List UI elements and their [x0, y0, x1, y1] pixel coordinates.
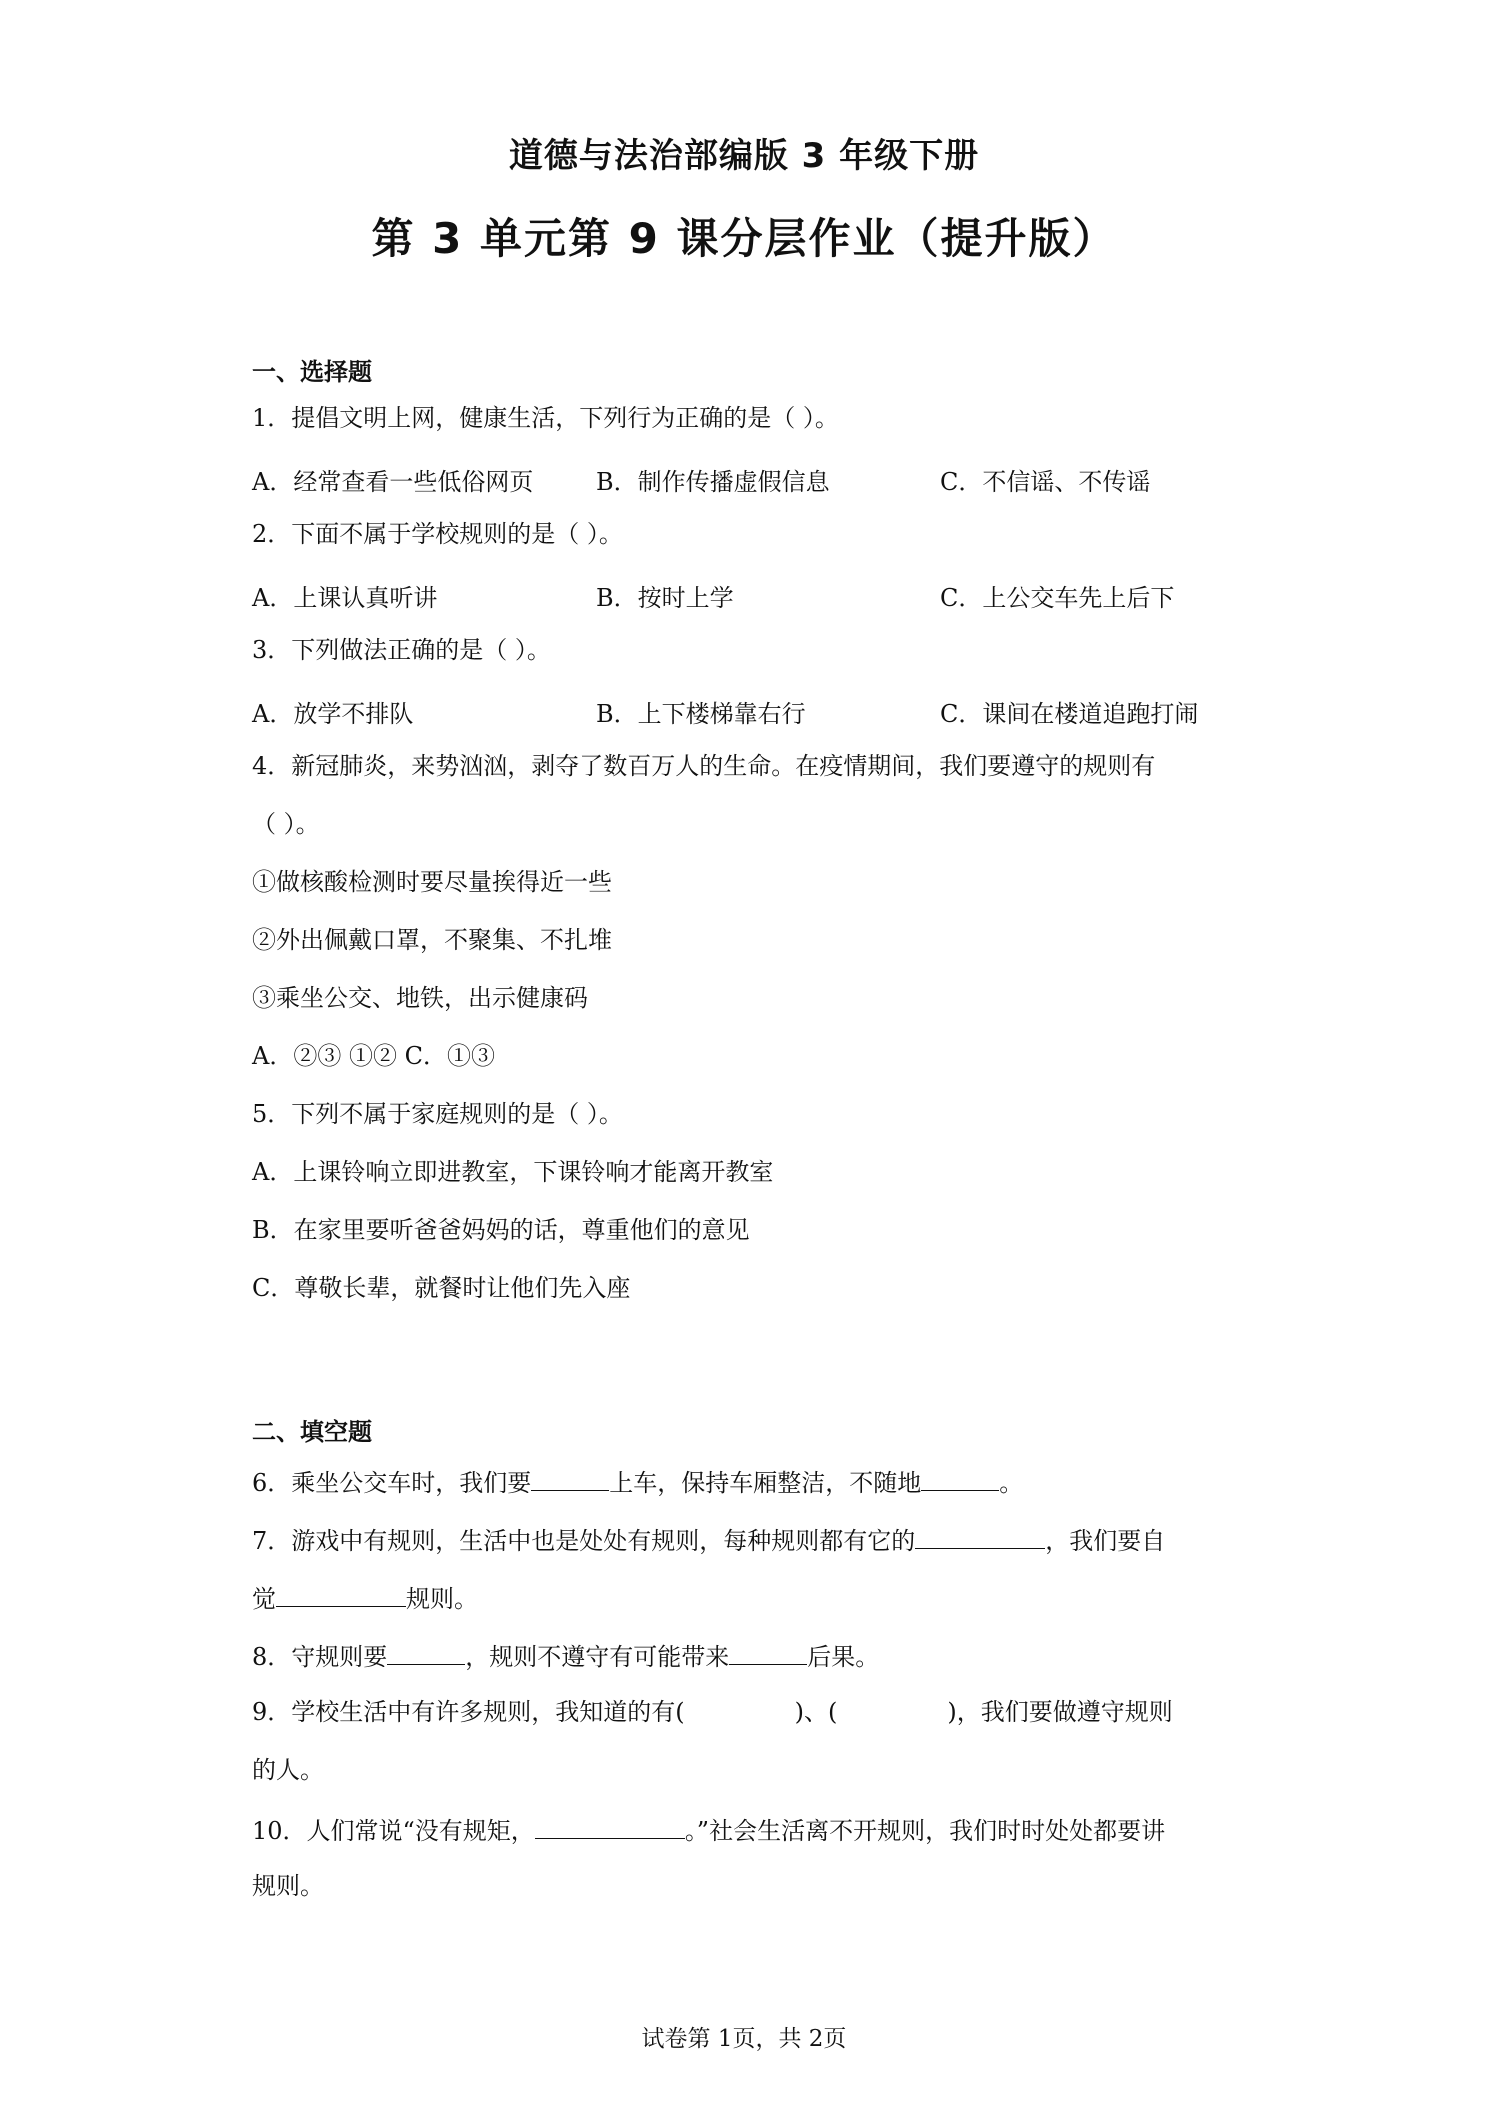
- option-a: A．放学不排队: [252, 700, 414, 728]
- answer-blank[interactable]: [921, 1466, 999, 1491]
- option-a: A．经常查看一些低俗网页: [252, 468, 534, 496]
- option-b: B．制作传播虚假信息: [596, 468, 830, 496]
- question-4-item-1: ①做核酸检测时要尽量挨得近一些: [252, 868, 612, 896]
- document-title: 道德与法治部编版 3 年级下册: [508, 136, 980, 176]
- section-heading-fill-blank: 二、填空题: [252, 1418, 372, 1446]
- question-10-part2: 。”社会生活离不开规则，我们时时处处都要讲: [684, 1817, 1166, 1845]
- option-c: C．上公交车先上后下: [940, 584, 1175, 612]
- document-subtitle: 第 3 单元第 9 课分层作业（提升版）: [371, 214, 1117, 263]
- option-b: B．按时上学: [596, 584, 734, 612]
- question-5-option-c: C．尊敬长辈，就餐时让他们先入座: [252, 1274, 631, 1302]
- question-8-part3: 后果。: [807, 1643, 880, 1671]
- question-4-options: A．②③ ①② C．①③: [252, 1042, 495, 1070]
- answer-blank[interactable]: [915, 1524, 1045, 1549]
- question-7-part2: ，我们要自: [1045, 1527, 1166, 1555]
- section-heading-choice: 一、选择题: [252, 358, 372, 386]
- page-footer: 试卷第 1页，共 2页: [641, 2026, 847, 2052]
- question-8-part1: 8．守规则要: [252, 1643, 388, 1671]
- option-c: C．课间在楼道追跑打闹: [940, 700, 1199, 728]
- question-7-line2: [252, 1582, 478, 1614]
- question-2-stem: 2．下面不属于学校规则的是（ ）。: [252, 520, 623, 548]
- question-5-stem: 5．下列不属于家庭规则的是（ ）。: [252, 1100, 623, 1128]
- question-8-part2: ，规则不遵守有可能带来: [465, 1643, 730, 1671]
- question-1-stem: 1．提倡文明上网，健康生活，下列行为正确的是（ ）。: [252, 404, 839, 432]
- question-5-option-b: B．在家里要听爸爸妈妈的话，尊重他们的意见: [252, 1216, 750, 1244]
- question-6-part1: 6．乘坐公交车时，我们要: [252, 1469, 532, 1497]
- question-7-part4: 规则。: [406, 1585, 478, 1613]
- question-9-part3: )，我们要做遵守规则: [947, 1698, 1173, 1726]
- question-4-stem-line2: （ ）。: [252, 810, 320, 838]
- answer-blank[interactable]: [535, 1814, 685, 1839]
- question-9-line2: 的人。: [252, 1756, 324, 1784]
- question-9-part2: )、(: [794, 1698, 838, 1726]
- question-10-line1: [252, 1814, 1165, 1846]
- question-9-part1: 9．学校生活中有许多规则，我知道的有(: [252, 1698, 685, 1726]
- option-a: A．上课认真听讲: [252, 584, 438, 612]
- option-c: C．不信谣、不传谣: [940, 468, 1151, 496]
- question-10-part1: 10．人们常说“没有规矩，: [252, 1817, 535, 1845]
- option-b: B．上下楼梯靠右行: [596, 700, 806, 728]
- question-7-line1: [252, 1524, 1165, 1556]
- question-6-part3: 。: [999, 1469, 1024, 1497]
- question-10-line2: 规则。: [252, 1872, 324, 1900]
- question-3-stem: 3．下列做法正确的是（ ）。: [252, 636, 551, 664]
- answer-blank[interactable]: [387, 1640, 465, 1665]
- answer-blank[interactable]: [276, 1582, 406, 1607]
- question-4-item-2: ②外出佩戴口罩，不聚集、不扎堆: [252, 926, 612, 954]
- question-5-option-a: A．上课铃响立即进教室，下课铃响才能离开教室: [252, 1158, 774, 1186]
- question-4-stem-line1: 4．新冠肺炎，来势汹汹，剥夺了数百万人的生命。在疫情期间，我们要遵守的规则有: [252, 752, 1156, 780]
- question-6-part2: 上车，保持车厢整洁，不随地: [609, 1469, 922, 1497]
- question-9-line1: [252, 1698, 1173, 1727]
- question-7-part1: 7．游戏中有规则，生活中也是处处有规则，每种规则都有它的: [252, 1527, 916, 1555]
- question-6: [252, 1466, 1023, 1498]
- question-4-item-3: ③乘坐公交、地铁，出示健康码: [252, 984, 588, 1012]
- answer-blank[interactable]: [531, 1466, 609, 1491]
- answer-blank[interactable]: [729, 1640, 807, 1665]
- question-8: [252, 1640, 879, 1672]
- question-7-part3: 觉: [252, 1585, 276, 1613]
